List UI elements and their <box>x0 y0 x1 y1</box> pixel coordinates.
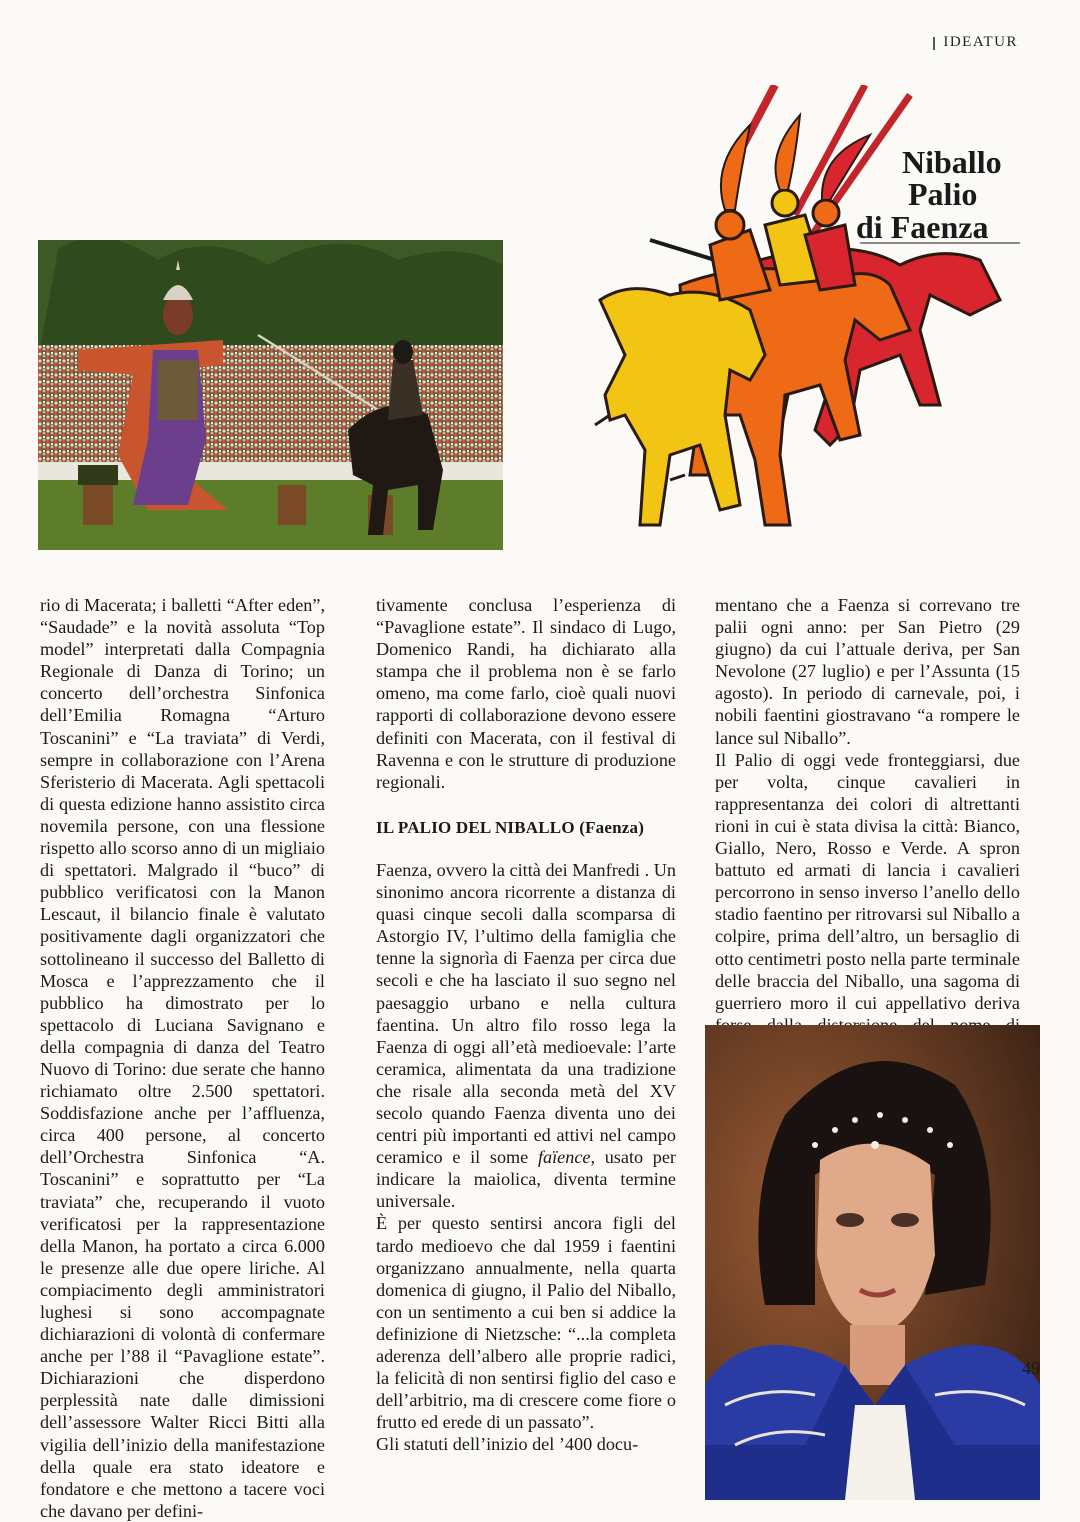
title-line-2: Palio <box>908 176 978 212</box>
title-line-3: di Faenza <box>856 209 989 245</box>
article-column-3 <box>715 594 1020 1058</box>
column-2-intro: tivamente conclusa l’esperienza di “Pavaglione estate”. Il sindaco di Lugo, Domenico Randi, ha dichiarato alla stampa che il problema non è se farlo omeno, ma come farlo, cioè quali nuovi rapporti di collaborazione devono essere definiti con Macerata, con il festival di Ravenna e con le strutture di produzione regionali. <box>376 595 676 792</box>
jousting-knights-graphic <box>590 85 1030 560</box>
palio-photo <box>38 240 503 550</box>
column-1-text: rio di Macerata; i balletti “After eden”, “Saudade” e la novità assoluta “Top model” interpretati dalla Compagnia Regionale di Danza di Torino; un concerto dell’orchestra Sinfonica dell’Emilia Romagna “Arturo Toscanini” e “La traviata” di Verdi, sempre in collaborazione con l’Arena Sferisterio di Macerata. Agli spettacoli di questa edizione hanno assistito circa novemila persone, con una flessione rispetto allo scorso anno di un migliaio di spettatori. Malgrado il “buco” di pubblico verificatosi con la Manon Lescaut, il bilancio finale è valutato positivamente dagli organizzatori che sottolineano il successo del Balletto di Mosca e l’apprezzamento che il pubblico ha dimostrato per lo spettacolo di Luciana Savignano e della compagnia di danza del Teatro Nuovo di Torino: due serate che hanno richiamato oltre 2.500 spettatori. Soddisfazione anche per l’affluenza, circa 400 persone, al concerto dell’Orchestra Sinfonica “A. Toscanini” e soprattutto per “La traviata” che, recuperando il vuoto verificatosi per la rappresentazione della Manon, ha portato a circa 6.000 le presenze alle due opere liriche. Al compiacimento degli amministratori lughesi si sono accompagnate dichiarazioni di volontà di confermare anche per l’88 il “Pavaglione estate”. Dichiarazioni che disperdono perplessità nate dalle dimissioni dell’assessore Walter Ricci Bitti alla vigilia dell’inizio della manifestazione della quale era stato ideatore e fondatore e che mettono a tacere voci che davano per defini- <box>40 595 325 1521</box>
section-header: IDEATUR <box>943 34 1018 50</box>
column-2-paragraph-1 <box>376 859 676 1213</box>
column-2-paragraph-3: Gli statuti dell’inizio del ’400 docu- <box>376 1434 639 1455</box>
section-heading-place: (Faenza) <box>579 817 645 837</box>
section-heading-title: IL PALIO DEL NIBALLO <box>376 817 575 837</box>
column-2-paragraph-2: È per questo sentirsi ancora figli del tardo medioevo che dal 1959 i faentini organizzano annualmente, nella quarta domenica di giugno, il Palio del Niballo, con un sentimento a cui ben si addice la definizione di Nietzsche: “...la completa aderenza dell’albero alle proprie radici, la felicità di non sentirsi figlio del caso e dell’arbitrio, ma di crescere come fiore o frutto ed erede di un passato”. <box>376 1213 676 1433</box>
faience-word: faïence, <box>537 1147 596 1168</box>
article-column-2 <box>376 594 676 1455</box>
column-3-paragraph-2: Il Palio di oggi vede fronteggiarsi, due per volta, cinque cavalieri in rappresentanza dei colori di altrettanti rioni in cui è stata divisa la città: Bianco, Giallo, Nero, Rosso e Verde. A spron battuto ed armati di lancia i cavalieri percorrono in senso inverso l’anello dello stadio faentino per ritrovarsi sul Niballo a colpire, prima dell’altro, un bersaglio di otto centimetri posto nella parte terminale delle braccia del Niballo, una sagoma di guerriero moro il cui appellativo deriva <box>715 749 1020 1013</box>
title-line-1: Niballo <box>902 144 1002 180</box>
palio-photo-image <box>38 240 503 550</box>
page-number: 49 <box>1022 1358 1040 1378</box>
costumed-woman-image <box>705 1025 1040 1500</box>
costumed-woman-photo <box>705 1025 1040 1500</box>
article-column-1 <box>40 594 325 1522</box>
section-heading <box>376 817 676 839</box>
niballo-illustration <box>590 85 1030 560</box>
column-3-paragraph-1: mentano che a Faenza si correvano tre palii ogni anno: per San Pietro (29 giugno) da cui l’attuale deriva, per San Nevolone (27 luglio) e per l’Assunta (15 agosto). In periodo di carnevale, poi, i nobili faentini giostravano “a rompere le lance sul Niballo”. <box>715 595 1020 748</box>
column-2-paragraph-1-part-b: usato per indicare la maiolica, diventa termine universale. <box>376 1147 676 1212</box>
column-2-paragraph-1-part-a: Faenza, ovvero la città dei Manfredi . Un sinonimo ancora ricorrente a distanza di quasi cinque secoli dalla scomparsa di Astorgio IV, l’ultimo della famiglia che tenne la signorìa di Faenza per circa due secoli e che ha lasciato il suo segno nel paesaggio urbano e nella cultura faentina. Un altro filo rosso lega la Faenza di oggi all’età medioevale: l’arte ceramica, alimentata da una tradizione che risale alla seconda metà del XV secolo quando Faenza diventa uno dei centri più importanti ed attivi nel campo ceramico e il some <box>376 859 676 1168</box>
